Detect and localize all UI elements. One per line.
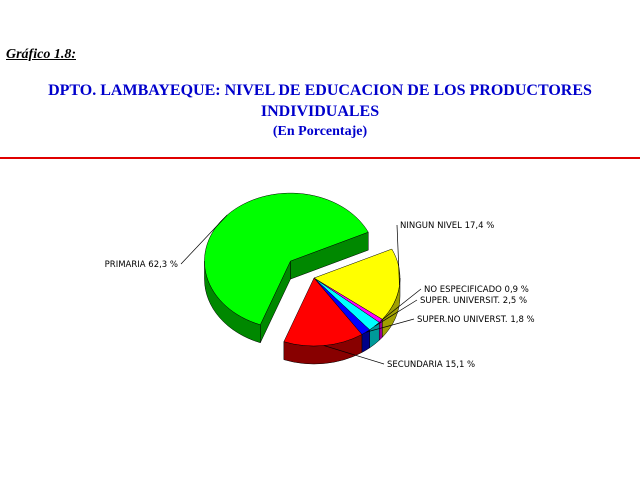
chart-title-line1: DPTO. LAMBAYEQUE: NIVEL DE EDUCACION DE LOS PRODUCTORES [48, 82, 592, 99]
data-label-ningun-nivel: NINGUN NIVEL 17,4 % [400, 221, 495, 231]
chart-subtitle: (En Porcentaje) [272, 124, 368, 139]
figure-label: Gráfico 1.8: [6, 47, 76, 62]
data-label-super-universit: SUPER. UNIVERSIT. 2,5 % [420, 296, 528, 306]
chart-title-line2: INDIVIDUALES [260, 103, 380, 120]
data-label-super-no-universt: SUPER.NO UNIVERST. 1,8 % [417, 315, 535, 325]
data-label-no-especificado: NO ESPECIFICADO 0,9 % [424, 285, 529, 295]
data-label-primaria: PRIMARIA 62,3 % [104, 260, 178, 270]
data-label-secundaria: SECUNDARIA 15,1 % [387, 360, 476, 370]
